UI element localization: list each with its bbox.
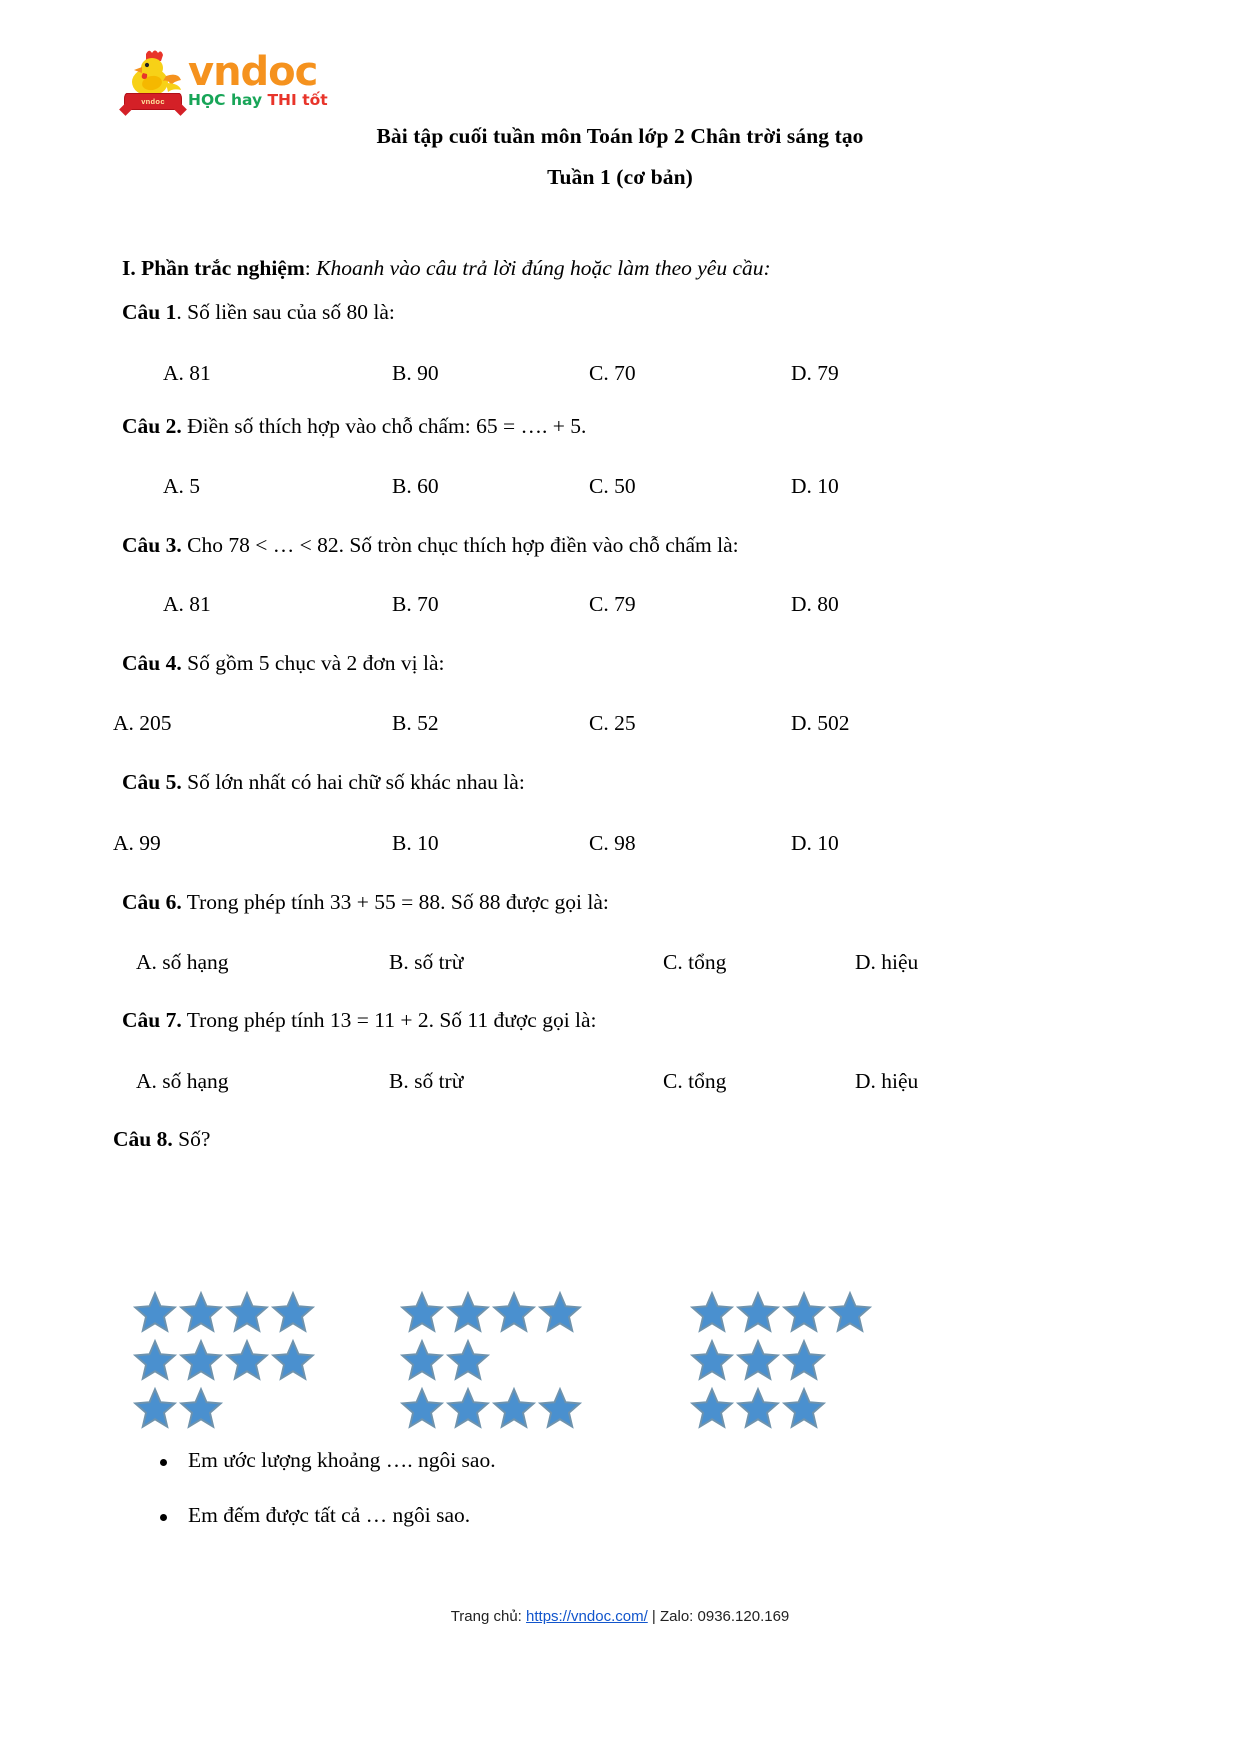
star-row: [399, 1336, 583, 1384]
question-3-line: [122, 533, 739, 558]
question-7-text: Trong phép tính 13 = 11 + 2. Số 11 được gọi là:: [186, 1008, 597, 1032]
star-icon: [132, 1289, 178, 1335]
star-icon: [689, 1337, 735, 1383]
question-6-label: Câu 6.: [122, 890, 182, 914]
question-7-option-d[interactable]: D. hiệu: [855, 1069, 919, 1093]
question-7-option-c[interactable]: C. tổng: [663, 1069, 727, 1093]
rooster-mascot-icon: [122, 46, 184, 110]
logo-text-block: [188, 48, 328, 110]
star-icon: [735, 1337, 781, 1383]
question-1-option-d[interactable]: D. 79: [791, 361, 839, 385]
question-3-option-a[interactable]: A. 81: [163, 592, 211, 616]
question-6-option-d[interactable]: D. hiệu: [855, 950, 919, 974]
star-icon: [178, 1337, 224, 1383]
tagline-hoc: HỌC: [188, 90, 226, 109]
footer-prefix: Trang chủ:: [450, 1608, 527, 1625]
star-icon: [399, 1385, 445, 1431]
question-3-label: Câu 3.: [122, 533, 182, 557]
star-figure: [0, 1288, 1240, 1438]
star-group-1: [132, 1288, 316, 1432]
logo-badge-text: vndoc: [141, 97, 165, 106]
star-group-3: [689, 1288, 873, 1432]
star-icon: [445, 1337, 491, 1383]
question-1-option-c[interactable]: C. 70: [589, 361, 636, 385]
star-row: [399, 1384, 583, 1432]
question-4-option-c[interactable]: C. 25: [589, 711, 636, 735]
star-icon: [270, 1337, 316, 1383]
question-5-option-c[interactable]: C. 98: [589, 831, 636, 855]
question-5-label: Câu 5.: [122, 770, 182, 794]
list-item: Em đếm được tất cả … ngôi sao.: [150, 1505, 950, 1527]
page-title-line1: Bài tập cuối tuần môn Toán lớp 2 Chân trời sáng tạo: [376, 124, 864, 148]
question-3-text: Cho 78 < … < 82. Số tròn chục thích hợp điền vào chỗ chấm là:: [187, 533, 739, 557]
star-icon: [132, 1385, 178, 1431]
tagline-thi: THI: [267, 90, 297, 109]
question-3-option-c[interactable]: C. 79: [589, 592, 636, 616]
question-2-option-c[interactable]: C. 50: [589, 474, 636, 498]
star-icon: [537, 1289, 583, 1335]
page-footer: [0, 1608, 1240, 1625]
section-heading: I. Phần trắc nghiệm: [122, 256, 305, 280]
question-5-option-a[interactable]: A. 99: [113, 831, 161, 855]
question-7-option-a[interactable]: A. số hạng: [136, 1069, 229, 1093]
question-3-option-d[interactable]: D. 80: [791, 592, 839, 616]
logo-wordmark: vndoc: [188, 48, 318, 95]
star-icon: [491, 1289, 537, 1335]
question-4-option-b[interactable]: B. 52: [392, 711, 439, 735]
star-icon: [491, 1385, 537, 1431]
question-5-option-d[interactable]: D. 10: [791, 831, 839, 855]
footer-suffix: | Zalo: 0936.120.169: [647, 1608, 790, 1625]
star-icon: [781, 1289, 827, 1335]
list-item: Em ước lượng khoảng …. ngôi sao.: [150, 1450, 950, 1472]
question-5-text: Số lớn nhất có hai chữ số khác nhau là:: [187, 770, 525, 794]
question-6-option-a[interactable]: A. số hạng: [136, 950, 229, 974]
star-row: [689, 1288, 873, 1336]
tagline-hay: hay: [230, 90, 263, 109]
question-1-option-a[interactable]: A. 81: [163, 361, 211, 385]
question-6-option-b[interactable]: B. số trừ: [389, 950, 464, 974]
question-1-label: Câu 1: [122, 300, 177, 324]
question-7-line: [122, 1008, 597, 1033]
star-icon: [224, 1337, 270, 1383]
star-icon: [399, 1337, 445, 1383]
question-4-text: Số gồm 5 chục và 2 đơn vị là:: [187, 651, 445, 675]
estimate-count-list: [150, 1450, 950, 1559]
star-icon: [178, 1289, 224, 1335]
star-group-2: [399, 1288, 583, 1432]
question-4-option-a[interactable]: A. 205: [113, 711, 172, 735]
section-instruction: Khoanh vào câu trả lời đúng hoặc làm theo yêu cầu:: [316, 256, 771, 280]
question-5-option-b[interactable]: B. 10: [392, 831, 439, 855]
section-heading-separator: :: [304, 256, 317, 280]
star-icon: [445, 1289, 491, 1335]
star-icon: [178, 1385, 224, 1431]
star-row: [132, 1288, 316, 1336]
question-1-option-b[interactable]: B. 90: [392, 361, 439, 385]
star-icon: [735, 1289, 781, 1335]
question-2-label: Câu 2.: [122, 414, 182, 438]
question-2-option-b[interactable]: B. 60: [392, 474, 439, 498]
star-row: [132, 1336, 316, 1384]
question-6-text: Trong phép tính 33 + 55 = 88. Số 88 được gọi là:: [186, 890, 609, 914]
question-1-text: Số liền sau của số 80 là:: [187, 300, 395, 324]
question-1-sep: .: [176, 300, 188, 324]
star-row: [132, 1384, 316, 1432]
question-1-line: [122, 300, 395, 325]
section-heading-line: [122, 256, 771, 281]
logo-tagline: [188, 92, 328, 108]
question-6-option-c[interactable]: C. tổng: [663, 950, 727, 974]
tagline-tot: tốt: [302, 90, 328, 109]
star-icon: [445, 1385, 491, 1431]
star-icon: [132, 1337, 178, 1383]
question-2-text: Điền số thích hợp vào chỗ chấm: 65 = …. + 5.: [187, 414, 587, 438]
question-7-option-b[interactable]: B. số trừ: [389, 1069, 464, 1093]
question-2-line: [122, 414, 586, 439]
question-2-option-d[interactable]: D. 10: [791, 474, 839, 498]
star-icon: [537, 1385, 583, 1431]
star-row: [689, 1384, 873, 1432]
star-row: [689, 1336, 873, 1384]
star-icon: [827, 1289, 873, 1335]
footer-homepage-link[interactable]: https://vndoc.com/: [526, 1608, 648, 1625]
question-3-option-b[interactable]: B. 70: [392, 592, 439, 616]
logo-badge: [124, 93, 182, 110]
star-icon: [781, 1385, 827, 1431]
star-icon: [270, 1289, 316, 1335]
star-icon: [224, 1289, 270, 1335]
question-2-option-a[interactable]: A. 5: [163, 474, 201, 498]
question-4-option-d[interactable]: D. 502: [791, 711, 850, 735]
question-8-line: [113, 1127, 210, 1152]
star-icon: [689, 1385, 735, 1431]
star-icon: [735, 1385, 781, 1431]
vndoc-logo[interactable]: [122, 46, 328, 110]
question-8-text: Số?: [178, 1127, 211, 1151]
question-4-label: Câu 4.: [122, 651, 182, 675]
question-4-line: [122, 651, 445, 676]
star-row: [399, 1288, 583, 1336]
star-icon: [781, 1337, 827, 1383]
page-title-line2: Tuần 1 (cơ bản): [547, 165, 693, 189]
question-6-line: [122, 890, 609, 915]
question-7-label: Câu 7.: [122, 1008, 182, 1032]
question-8-label: Câu 8.: [113, 1127, 173, 1151]
question-5-line: [122, 770, 525, 795]
star-icon: [399, 1289, 445, 1335]
star-icon: [689, 1289, 735, 1335]
